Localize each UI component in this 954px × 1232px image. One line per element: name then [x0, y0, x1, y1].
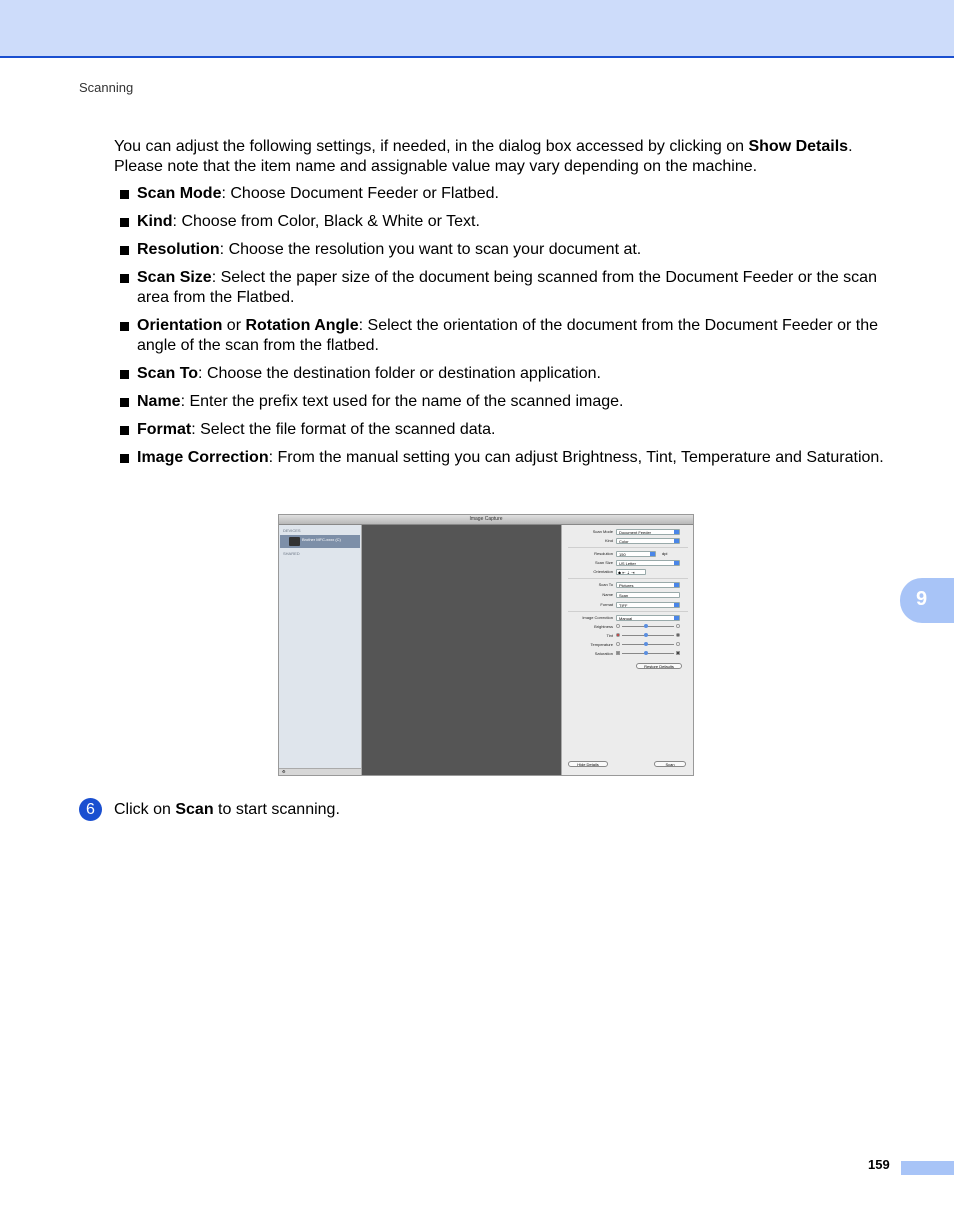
scan-size-row [562, 560, 694, 566]
scan-to-value: Pictures [619, 583, 634, 588]
saturation-row [562, 651, 694, 657]
page-number: 159 [868, 1157, 890, 1172]
sidebar-item-device[interactable] [280, 535, 360, 548]
list-item [120, 268, 900, 308]
sidebar-footer [279, 768, 361, 775]
image-capture-screenshot [278, 514, 694, 776]
name-input[interactable] [616, 592, 680, 598]
image-correction-select[interactable] [616, 615, 680, 621]
orientation-buttons[interactable]: ◆ ⇤ ⇣ ⇥ [616, 569, 646, 575]
scan-size-value: US Letter [619, 561, 636, 566]
scan-preview-area [362, 525, 561, 775]
brightness-row [562, 624, 694, 630]
chevron-down-icon [674, 561, 679, 566]
bullet-square-icon [120, 370, 129, 379]
list-item [120, 448, 900, 468]
format-row [562, 602, 694, 608]
scan-size-select[interactable] [616, 560, 680, 566]
list-item [120, 316, 900, 356]
image-correction-row [562, 615, 694, 621]
name-label: Name [602, 592, 613, 597]
page-number-bar [901, 1161, 954, 1175]
devices-header: DEVICES [283, 528, 301, 533]
kind-row [562, 538, 694, 544]
divider [568, 547, 688, 548]
chapter-number: 9 [916, 588, 928, 610]
orientation-row [562, 569, 694, 575]
intro-paragraph [114, 137, 904, 177]
chevron-down-icon [650, 552, 655, 557]
list-item [120, 364, 900, 384]
step-text-end: to start scanning. [213, 801, 340, 818]
list-item [120, 212, 900, 232]
scan-mode-value: Document Feeder [619, 530, 652, 535]
temperature-row [562, 642, 694, 648]
item-desc: : Select the orientation of the document from the Document Feeder or the angle of the scan from the flatbed. [137, 317, 879, 354]
item-term: Image Correction [137, 449, 269, 466]
list-item [120, 240, 900, 260]
chevron-down-icon [674, 616, 679, 621]
item-term: Format [137, 421, 192, 438]
item-desc: : Enter the prefix text used for the name of the scanned image. [180, 393, 624, 410]
scan-to-row [562, 582, 694, 588]
restore-defaults-button[interactable]: Restore Defaults [636, 663, 682, 669]
shared-header: SHARED [283, 551, 300, 556]
name-row [562, 592, 694, 598]
bullet-square-icon [120, 398, 129, 407]
item-term: Name [137, 393, 181, 410]
saturation-label: Saturation [594, 651, 613, 656]
item-desc: : Choose Document Feeder or Flatbed. [221, 185, 499, 202]
resolution-select[interactable] [616, 551, 656, 557]
tint-label: Tint [606, 633, 613, 638]
settings-icon[interactable]: ⚙ [282, 769, 286, 774]
bullet-square-icon [120, 246, 129, 255]
item-term: Kind [137, 213, 173, 230]
item-term: Resolution [137, 241, 220, 258]
tint-slider[interactable] [616, 633, 680, 639]
settings-list [120, 184, 900, 476]
resolution-row [562, 551, 694, 557]
step-bold-term: Scan [175, 801, 214, 818]
scan-to-label: Scan To [598, 582, 613, 587]
kind-select[interactable] [616, 538, 680, 544]
bullet-square-icon [120, 190, 129, 199]
devices-sidebar [279, 525, 362, 775]
item-desc: : From the manual setting you can adjust Brightness, Tint, Temperature and Saturation. [268, 449, 884, 466]
item-term: Orientation [137, 317, 223, 334]
step-text [114, 801, 340, 819]
name-value: Scan [619, 593, 629, 598]
item-connector: or [222, 317, 246, 334]
chevron-down-icon [674, 603, 679, 608]
temperature-slider[interactable] [616, 642, 680, 648]
format-select[interactable] [616, 602, 680, 608]
resolution-value: 150 [619, 552, 626, 557]
hide-details-button[interactable]: Hide Details [568, 761, 608, 767]
resolution-unit: dpi [662, 551, 668, 556]
section-label: Scanning [79, 80, 134, 95]
image-correction-value: Manual [619, 616, 633, 621]
scan-mode-label: Scan Mode [592, 529, 613, 534]
scan-settings-panel [561, 525, 694, 775]
brightness-slider[interactable] [616, 624, 680, 630]
item-desc: : Choose the resolution you want to scan your document at. [219, 241, 642, 258]
item-desc: : Choose the destination folder or destination application. [198, 365, 601, 382]
kind-label: Kind [604, 538, 613, 543]
window-titlebar [279, 515, 693, 525]
step-number-icon: 6 [79, 798, 102, 821]
window-title: Image Capture [469, 516, 503, 522]
bullet-square-icon [120, 426, 129, 435]
item-desc: : Select the paper size of the document being scanned from the Document Feeder or the scan area from the Flatbed. [137, 269, 877, 306]
orientation-label: Orientation [593, 569, 613, 574]
chapter-tab [900, 578, 954, 623]
divider [568, 578, 688, 579]
item-desc: : Choose from Color, Black & White or Text. [172, 213, 480, 230]
intro-text-end: . Please note that the item name and assignable value may vary depending on the machine. [114, 138, 853, 175]
item-term-2: Rotation Angle [245, 317, 359, 334]
scan-button[interactable]: Scan [654, 761, 686, 767]
divider [568, 611, 688, 612]
intro-text-start: You can adjust the following settings, if needed, in the dialog box accessed by clicking on [114, 138, 749, 155]
format-value: TIFF [619, 603, 628, 608]
bullet-square-icon [120, 322, 129, 331]
list-item [120, 420, 900, 440]
scan-size-label: Scan Size [594, 560, 613, 565]
brightness-label: Brightness [594, 624, 613, 629]
chevron-down-icon [674, 583, 679, 588]
image-correction-label: Image Correction [582, 615, 613, 620]
intro-bold-term: Show Details [748, 138, 849, 155]
item-desc: : Select the file format of the scanned data. [191, 421, 496, 438]
bullet-square-icon [120, 274, 129, 283]
chevron-down-icon [674, 539, 679, 544]
item-term: Scan Size [137, 269, 212, 286]
temperature-label: Temperature [590, 642, 613, 647]
scan-to-select[interactable] [616, 582, 680, 588]
format-label: Format [600, 602, 613, 607]
device-name: Brother MFC-xxxx (C) [302, 537, 341, 542]
saturation-slider[interactable] [616, 651, 680, 657]
bullet-square-icon [120, 454, 129, 463]
chevron-down-icon [674, 530, 679, 535]
resolution-label: Resolution [594, 551, 613, 556]
list-item [120, 392, 900, 412]
scan-mode-select[interactable] [616, 529, 680, 535]
kind-value: Color [619, 539, 629, 544]
tint-row [562, 633, 694, 639]
header-band [0, 0, 954, 58]
bullet-square-icon [120, 218, 129, 227]
list-item [120, 184, 900, 204]
step-text-start: Click on [114, 801, 176, 818]
scan-mode-row [562, 529, 694, 535]
item-term: Scan Mode [137, 185, 222, 202]
item-term: Scan To [137, 365, 199, 382]
printer-icon [289, 537, 300, 546]
